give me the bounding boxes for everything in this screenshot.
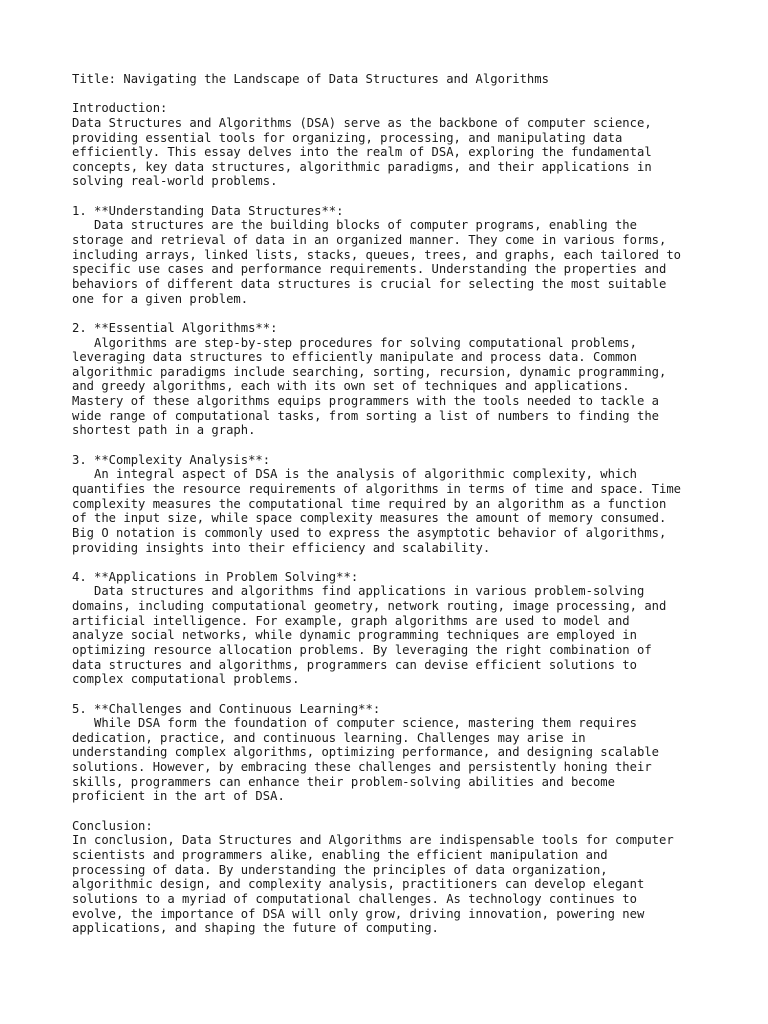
section-heading: 1. **Understanding Data Structures**: <box>72 203 344 218</box>
body-line: and greedy algorithms, each with its own set of techniques and applications. <box>72 379 630 394</box>
body-line: specific use cases and performance requirements. Understanding the properties and <box>72 262 667 277</box>
section-heading: 2. **Essential Algorithms**: <box>72 320 278 335</box>
body-line: Data Structures and Algorithms (DSA) serve as the backbone of computer science, <box>72 115 652 130</box>
body-line: complexity measures the computational time required by an algorithm as a function <box>72 496 667 511</box>
spacer <box>72 189 712 204</box>
spacer <box>72 438 712 453</box>
body-line: one for a given problem. <box>72 291 249 306</box>
body-line: Algorithms are step-by-step procedures for solving computational problems, <box>72 335 637 350</box>
body-line: solutions to a myriad of computational challenges. As technology continues to <box>72 891 637 906</box>
body-line: proficient in the art of DSA. <box>72 789 285 804</box>
body-line: processing of data. By understanding the principles of data organization, <box>72 862 608 877</box>
section-challenges <box>72 702 712 804</box>
section-heading: Introduction: <box>72 101 168 116</box>
body-line: providing insights into their efficiency and scalability. <box>72 540 491 555</box>
body-line: efficiently. This essay delves into the realm of DSA, exploring the fundamental <box>72 145 652 160</box>
section-heading: Conclusion: <box>72 818 153 833</box>
body-line: In conclusion, Data Structures and Algorithms are indispensable tools for computer <box>72 833 674 848</box>
body-line: Mastery of these algorithms equips programmers with the tools needed to tackle a <box>72 394 659 409</box>
body-line: understanding complex algorithms, optimizing performance, and designing scalable <box>72 745 659 760</box>
document-page <box>72 72 712 936</box>
body-line: providing essential tools for organizing, processing, and manipulating data <box>72 130 623 145</box>
body-line: storage and retrieval of data in an organized manner. They come in various forms, <box>72 233 667 248</box>
body-line: solutions. However, by embracing these challenges and persistently honing their <box>72 760 652 775</box>
body-line: analyze social networks, while dynamic programming techniques are employed in <box>72 628 637 643</box>
body-line: artificial intelligence. For example, graph algorithms are used to model and <box>72 613 630 628</box>
body-line: complex computational problems. <box>72 672 300 687</box>
body-line: solving real-world problems. <box>72 174 278 189</box>
section-heading: 5. **Challenges and Continuous Learning**: <box>72 701 381 716</box>
body-line: While DSA form the foundation of computer science, mastering them requires <box>72 716 637 731</box>
spacer <box>72 687 712 702</box>
spacer <box>72 804 712 819</box>
body-line: algorithmic paradigms include searching, sorting, recursion, dynamic programming, <box>72 364 667 379</box>
body-line: algorithmic design, and complexity analysis, practitioners can develop elegant <box>72 877 645 892</box>
introduction-section <box>72 101 712 189</box>
body-line: wide range of computational tasks, from sorting a list of numbers to finding the <box>72 408 659 423</box>
section-algorithms <box>72 321 712 438</box>
section-complexity <box>72 453 712 555</box>
spacer <box>72 87 712 102</box>
body-line: data structures and algorithms, programmers can devise efficient solutions to <box>72 657 637 672</box>
body-line: optimizing resource allocation problems. By leveraging the right combination of <box>72 642 652 657</box>
section-heading: 4. **Applications in Problem Solving**: <box>72 569 359 584</box>
section-data-structures <box>72 204 712 306</box>
body-line: scientists and programmers alike, enabling the efficient manipulation and <box>72 847 608 862</box>
spacer <box>72 555 712 570</box>
body-line: leveraging data structures to efficiently manipulate and process data. Common <box>72 350 637 365</box>
body-line: dedication, practice, and continuous learning. Challenges may arise in <box>72 730 586 745</box>
body-line: Data structures are the building blocks of computer programs, enabling the <box>72 218 637 233</box>
body-line: Big O notation is commonly used to express the asymptotic behavior of algorithms, <box>72 525 667 540</box>
body-line: skills, programmers can enhance their problem-solving abilities and become <box>72 774 615 789</box>
body-line: Data structures and algorithms find applications in various problem-solving <box>72 584 645 599</box>
body-line: behaviors of different data structures is crucial for selecting the most suitable <box>72 276 667 291</box>
body-line: of the input size, while space complexity measures the amount of memory consumed. <box>72 511 667 526</box>
section-applications <box>72 570 712 687</box>
spacer <box>72 306 712 321</box>
body-line: evolve, the importance of DSA will only grow, driving innovation, powering new <box>72 906 645 921</box>
body-line: An integral aspect of DSA is the analysis of algorithmic complexity, which <box>72 467 637 482</box>
body-line: domains, including computational geometry, network routing, image processing, and <box>72 599 667 614</box>
body-line: applications, and shaping the future of computing. <box>72 921 439 936</box>
body-line: quantifies the resource requirements of algorithms in terms of time and space. Time <box>72 481 682 496</box>
conclusion-section <box>72 819 712 936</box>
body-line: shortest path in a graph. <box>72 423 256 438</box>
document-title: Title: Navigating the Landscape of Data Structures and Algorithms <box>72 72 549 86</box>
body-line: including arrays, linked lists, stacks, queues, trees, and graphs, each tailored to <box>72 247 682 262</box>
section-heading: 3. **Complexity Analysis**: <box>72 452 271 467</box>
body-line: concepts, key data structures, algorithmic paradigms, and their applications in <box>72 159 652 174</box>
